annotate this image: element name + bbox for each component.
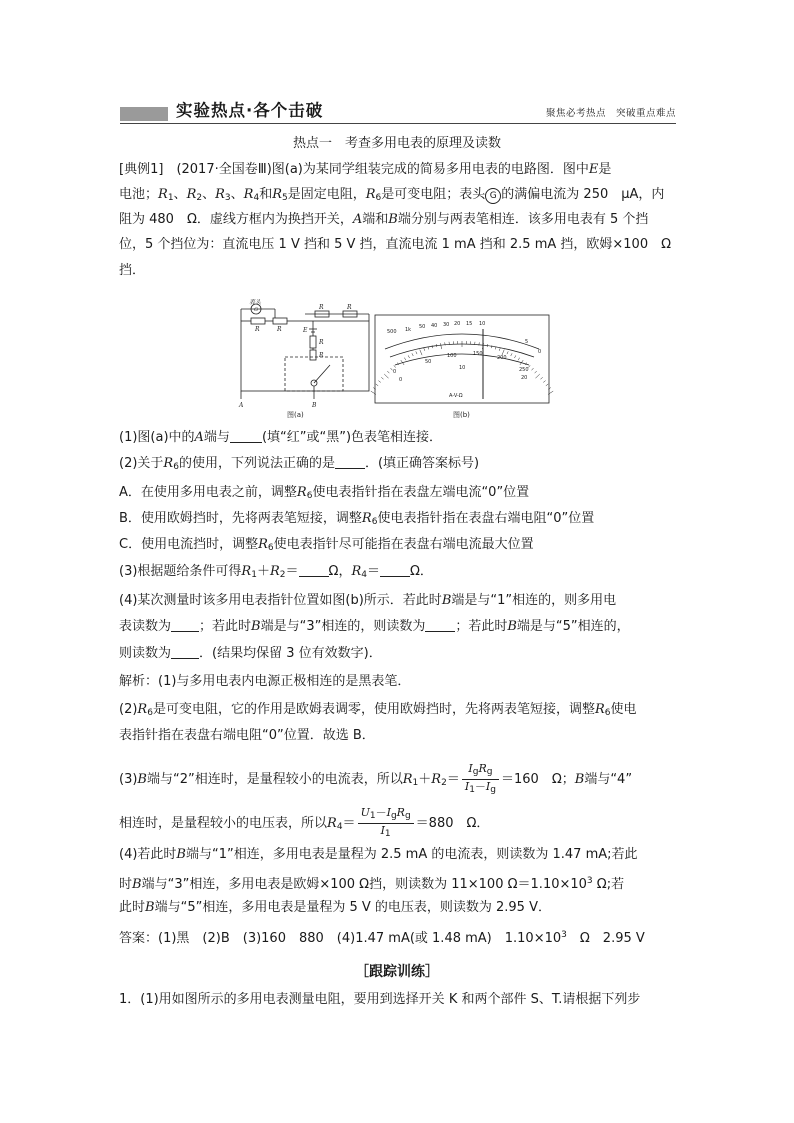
dial-tick	[432, 345, 433, 348]
label-b: B	[312, 402, 317, 409]
text: 端与“3”相连，多用电表是欧姆×100 Ω挡，则读数为 11×100 Ω＝1.10×10	[141, 877, 587, 892]
symbol-B: B	[574, 772, 585, 787]
example-line-3: 阻为 480 Ω．虚线方框内为换挡开关，A端和B端分别与两表笔相连．该多用电表有 5 个挡	[119, 212, 649, 227]
text: 端与	[203, 430, 230, 445]
scale-label: 250	[519, 367, 529, 373]
dial-tick	[540, 377, 542, 379]
symbol-R: R	[296, 485, 307, 500]
scale-label: 150	[473, 351, 483, 357]
symbol-R: R	[243, 187, 254, 202]
text: 图(a)为某同学组装完成的简易多用电表的电路图．图中	[271, 162, 589, 177]
solution-1: 解析：(1)与多用电表内电源正极相连的是黑表笔．	[119, 674, 411, 689]
scale-label: 0	[538, 349, 542, 355]
circuit-diagram-a	[241, 304, 369, 399]
dial-tick	[416, 351, 417, 354]
text: Ω 2.95 V	[566, 931, 645, 946]
symbol-R: R	[158, 187, 168, 202]
resistor-r3	[310, 336, 316, 348]
text: 使电表指针指在表盘右端电阻“0”位置	[377, 511, 595, 526]
text: 端与“4”	[584, 772, 633, 787]
caption-b: 图(b)	[453, 411, 470, 419]
subscript: 6	[375, 193, 382, 203]
subscript: 6	[147, 708, 153, 718]
text: ；若此时	[455, 619, 508, 634]
option-a	[119, 483, 679, 506]
text: ＝160 Ω；	[501, 772, 575, 787]
resistor-r2	[273, 318, 287, 324]
text: 使电	[610, 702, 637, 717]
text: 是可变电阻，它的作用是欧姆表调零，使用欧姆挡时，先将两表笔短接，调整	[152, 702, 595, 717]
symbol-R: R	[215, 187, 225, 202]
symbol-B: B	[137, 772, 147, 787]
dial-tick	[511, 353, 512, 356]
solution-4-line-3	[119, 898, 679, 918]
answer-line	[119, 925, 679, 949]
resistor-r6	[310, 350, 316, 360]
question-3	[119, 562, 679, 585]
dial-tick	[404, 358, 406, 361]
text: (3)	[119, 772, 138, 787]
subscript: 4	[253, 193, 260, 203]
dial-tick	[436, 344, 437, 347]
text: 的满偏电流为 250 μA，内	[501, 187, 665, 202]
text: 端与“5”相连，多用电表是量程为 5 V 的电压表，则读数为 2.95 V．	[154, 900, 551, 915]
superscript: 3	[561, 930, 567, 940]
subscript: 6	[306, 491, 313, 501]
text: Ω，	[328, 564, 352, 579]
dial-tick	[387, 371, 389, 373]
example-tag: [典例1]	[119, 162, 164, 177]
text: (1)图(a)中的	[119, 430, 195, 445]
label-r5: R	[347, 304, 352, 311]
dial-tick	[514, 355, 515, 358]
symbol-R: R	[327, 816, 337, 831]
dial-tick	[440, 343, 441, 349]
meter-dial-b	[375, 315, 549, 403]
dial-tick	[535, 374, 539, 378]
symbol-B: B	[251, 619, 261, 634]
header-rule	[120, 123, 676, 124]
label-r3: R	[319, 339, 324, 346]
symbol-R: R	[269, 564, 280, 579]
label-e: E	[303, 327, 308, 334]
dial-tick	[424, 348, 425, 351]
text: (4)某次测量时该多用电表指针位置如图(b)所示．若此时	[119, 593, 442, 608]
scale-label: 50	[419, 324, 426, 330]
symbol-B: B	[176, 847, 186, 862]
text: ＝880 Ω．	[415, 816, 490, 831]
symbol-R: R	[431, 772, 442, 787]
answer-blank[interactable]	[425, 617, 455, 632]
label-g: G	[254, 307, 258, 313]
symbol-R: R	[241, 564, 252, 579]
dial-tick	[546, 384, 548, 386]
text: ＝	[285, 564, 299, 579]
dial-tick	[381, 377, 383, 379]
scale-label: 0	[399, 377, 403, 383]
subscript: 3	[224, 193, 231, 203]
subscript: 6	[371, 517, 378, 527]
symbol-R: R	[351, 564, 362, 579]
label-r6: R	[319, 352, 324, 359]
follow-up-title: ［跟踪训练］	[355, 964, 439, 980]
question-4-line-3	[119, 644, 679, 664]
scale-label: 10	[459, 365, 466, 371]
circuit-and-meter-figure	[235, 299, 560, 421]
dial-tick	[420, 350, 422, 356]
text: (2)关于	[119, 456, 164, 471]
text: Ω;若	[592, 877, 625, 892]
text: 使电表指针尽可能指在表盘右端电流最大位置	[273, 537, 534, 552]
scale-label: 500	[387, 329, 397, 335]
subscript: 2	[441, 778, 447, 788]
text: ＝	[366, 564, 380, 579]
symbol-B: B	[507, 619, 517, 634]
symbol-B: B	[145, 900, 155, 915]
text: (填“红”或“黑”)色表笔相连接．	[261, 430, 443, 445]
option-b	[119, 509, 679, 532]
symbol-B: B	[132, 877, 142, 892]
example-source: (2017·全国卷Ⅲ)	[176, 162, 272, 177]
superscript: 3	[586, 876, 593, 886]
solution-3-line-2	[119, 806, 679, 841]
answer-blank[interactable]	[171, 644, 199, 659]
dial-tick	[528, 365, 530, 367]
example-line-4: 位，5 个挡位为：直流电压 1 V 挡和 5 V 挡，直流电流 1 mA 挡和 2.5 mA 挡，欧姆×100 Ω	[119, 237, 672, 252]
text: 端是与“3”相连的，则读数为	[260, 619, 426, 634]
dial-tick	[487, 344, 488, 347]
text: 阻为 480 Ω．虚线方框内为换挡开关，	[119, 212, 353, 227]
subscript: 5	[282, 193, 288, 203]
text: 电池；	[119, 187, 159, 202]
text: 端与“1”相连，多用电表是量程为 2.5 mA 的电流表，则读数为 1.47 mA;若此	[185, 847, 638, 862]
dial-tick	[394, 365, 396, 367]
answer-blank[interactable]	[230, 428, 262, 443]
solution-4-line-1	[119, 845, 679, 865]
text: 是可变电阻；表头	[381, 187, 486, 202]
text: 此时	[119, 900, 146, 915]
text: ；若此时	[199, 619, 252, 634]
dial-tick	[535, 371, 537, 373]
text: 是固定电阻，	[287, 187, 366, 202]
symbol-B: B	[441, 593, 452, 608]
label-r1: R	[255, 326, 260, 333]
follow-up-question-1: 1．(1)用如图所示的多用电表测量电阻，要用到选择开关 K 和两个部件 S、T.请根据下列步	[119, 992, 641, 1007]
dial-tick	[499, 348, 500, 351]
text: ＋	[256, 564, 270, 579]
example-line-1	[119, 160, 679, 180]
question-2	[119, 454, 679, 477]
solution-4-line-2	[119, 871, 679, 895]
label-r4: R	[319, 304, 324, 311]
text: ＋	[418, 772, 432, 787]
dial-tick	[543, 381, 545, 383]
symbol-A: A	[194, 430, 204, 445]
symbol-R: R	[361, 511, 372, 526]
subscript: 1	[167, 193, 174, 203]
answer-blank[interactable]	[171, 617, 199, 632]
subscript: 1	[251, 570, 257, 580]
header-tagline: 聚焦必考热点 突破重点难点	[545, 108, 676, 119]
symbol-R: R	[365, 187, 376, 202]
text: Ω．	[410, 564, 433, 579]
answer-blank[interactable]	[380, 562, 410, 577]
text: 答案：(1)黑 (2)B (3)160 880 (4)1.47 mA(或 1.48 mA) 1.10×10	[119, 931, 562, 946]
galvanometer-icon: G	[485, 188, 501, 204]
section-header	[120, 100, 676, 124]
dial-tick	[507, 351, 508, 354]
subscript: 6	[267, 543, 274, 553]
dial-tick	[412, 353, 413, 356]
label-a: A	[239, 402, 244, 409]
solution-3-line-1	[119, 762, 679, 797]
scale-label: 5	[525, 339, 529, 345]
subscript: 2	[196, 193, 203, 203]
subscript: 6	[604, 708, 611, 718]
text: ．(结果均保留 3 位有效数字)．	[199, 646, 382, 661]
dial-tick	[384, 374, 388, 378]
fraction-u1-minus-ig-rg-over-i1: $\frac{U_1-I_gR_g}{I_1}$	[358, 806, 414, 841]
subscript: 6	[173, 462, 179, 472]
text: C．使用电流挡时，调整	[119, 537, 259, 552]
scale-label: 50	[425, 359, 432, 365]
hotspot-title: 热点一 考查多用电表的原理及读数	[292, 136, 501, 151]
text: 时	[119, 877, 133, 892]
scale-label: 200	[497, 355, 507, 361]
text: A．在使用多用电表之前，调整	[119, 485, 297, 500]
scale-label: 1k	[405, 327, 412, 333]
dial-tick	[532, 368, 534, 370]
dial-tick	[378, 381, 380, 383]
solution-2-line-2: 表指针指在表盘右端电阻“0”位置．故选 B．	[119, 728, 375, 743]
question-4-line-1	[119, 591, 679, 611]
subscript: 2	[279, 570, 286, 580]
meter-mode-label: A-V-Ω	[449, 393, 463, 399]
answer-blank[interactable]	[335, 454, 365, 469]
header-bar	[120, 107, 168, 121]
symbol-R: R	[272, 187, 282, 202]
symbol-R: R	[137, 702, 148, 717]
scale-label: 20	[454, 321, 461, 327]
text: 端分别与两表笔相连．该多用电表有 5 个挡	[397, 212, 649, 227]
symbol-R: R	[186, 187, 197, 202]
text: (3)根据题给条件可得	[119, 564, 242, 579]
dial-tick	[376, 384, 378, 386]
caption-a: 图(a)	[287, 411, 304, 419]
subscript: 4	[361, 570, 367, 580]
symbol-R: R	[163, 456, 174, 471]
text: 表读数为	[119, 619, 172, 634]
subscript: 1	[412, 778, 419, 788]
symbol-R: R	[594, 702, 605, 717]
dial-tick	[518, 358, 520, 361]
answer-blank[interactable]	[299, 562, 329, 577]
text: B．使用欧姆挡时，先将两表笔短接，调整	[119, 511, 362, 526]
text: 的使用，下列说法正确的是	[178, 456, 335, 471]
text: ．(填正确答案标号)	[364, 456, 480, 471]
circuit-labels	[238, 299, 352, 409]
text: (2)	[119, 702, 138, 717]
question-1	[119, 428, 679, 448]
dial-frame	[375, 315, 549, 403]
scale-label: 40	[431, 323, 438, 329]
dial-tick	[491, 345, 492, 348]
symbol-E: E	[588, 162, 599, 177]
symbol-R: R	[402, 772, 413, 787]
scale-label: 10	[479, 321, 486, 327]
scale-label: 100	[447, 353, 457, 359]
dial-tick	[408, 355, 409, 358]
question-4-line-2	[119, 617, 679, 637]
header-title: 实验热点·各个击破	[176, 101, 324, 120]
symbol-R: R	[258, 537, 268, 552]
text: 和	[259, 187, 273, 202]
fraction-ig-rg-over-i1-minus-ig: $\frac{I_gR_g}{I_1-I_g}$	[462, 762, 499, 797]
example-line-5: 挡．	[119, 263, 146, 278]
example-line-2: 电池；$R_1$、$R_2$、$R_3$、$R_4$和$R_5$是固定电阻，$R_6$是可变电阻；表头 G 的满偏电流为 250 μA，内	[119, 187, 665, 203]
subscript: 4	[336, 822, 343, 832]
text: 则读数为	[119, 646, 172, 661]
text: (4)若此时	[119, 847, 177, 862]
label-biaotou: 表头	[249, 299, 262, 306]
dial-arc-low	[395, 354, 529, 365]
text: 端和	[362, 212, 389, 227]
text: 端与“2”相连时，是量程较小的电流表，所以	[146, 772, 403, 787]
resistor-r1	[251, 318, 265, 324]
scale-label: 0	[393, 369, 397, 375]
scale-label: 20	[521, 375, 528, 381]
option-c	[119, 535, 679, 558]
label-r2: R	[277, 326, 282, 333]
text: 使电表指针指在表盘左端电流“0”位置	[312, 485, 530, 500]
scale-label: 15	[466, 321, 473, 327]
text: ＝	[446, 772, 460, 787]
scale-label: 30	[443, 322, 450, 328]
text: 端是与“1”相连的，则多用电	[451, 593, 617, 608]
text: 是	[598, 162, 612, 177]
text: 相连时，是量程较小的电压表，所以	[119, 816, 328, 831]
text: 端是与“5”相连的，	[516, 619, 630, 634]
symbol-B: B	[388, 212, 398, 227]
text: ＝	[342, 816, 356, 831]
solution-2-line-1	[119, 700, 679, 723]
